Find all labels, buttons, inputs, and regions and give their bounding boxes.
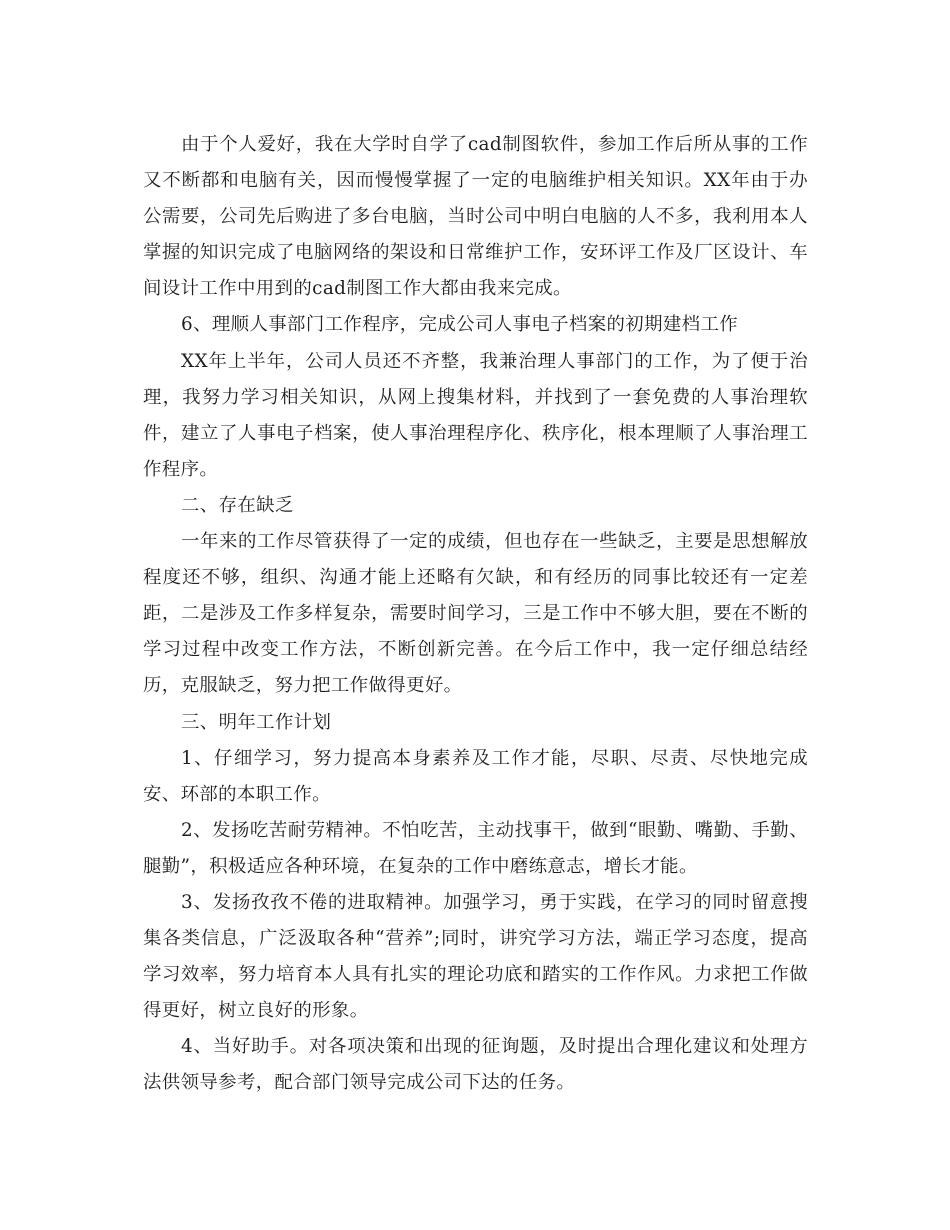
plan-item-2: 2、发扬吃苦耐劳精神。不怕吃苦，主动找事干，做到“眼勤、嘴勤、手勤、腿勤”，积极适应各种环境，在复杂的工作中磨练意志，增长才能。 bbox=[143, 819, 808, 877]
section-heading-next-year-plan: 三、明年工作计划 bbox=[181, 711, 332, 733]
paragraph-personal-skills: 由于个人爱好，我在大学时自学了cad制图软件，参加工作后所从事的工作又不断都和电脑有关，因而慢慢掌握了一定的电脑维护相关知识。XX年由于办公需要，公司先后购进了多台电脑，当时公司中明白电脑的人不多，我利用本人掌握的知识完成了电脑网络的架设和日常维护工作，安环评工作及厂区设计、车间设计工作中用到的cad制图工作大都由我来完成。 bbox=[143, 134, 808, 300]
plan-item-1: 1、仔细学习，努力提高本身素养及工作才能，尽职、尽责、尽快地完成安、环部的本职工作。 bbox=[143, 747, 808, 805]
plan-item-3: 3、发扬孜孜不倦的进取精神。加强学习，勇于实践，在学习的同时留意搜集各类信息，广泛汲取各种“营养”;同时，讲究学习方法，端正学习态度，提高学习效率，努力培育本人具有扎实的理论功底和踏实的工作作风。力求把工作做得更好，树立良好的形象。 bbox=[143, 891, 808, 1022]
paragraph-shortcomings: 一年来的工作尽管获得了一定的成绩，但也存在一些缺乏，主要是思想解放程度还不够，组织、沟通才能上还略有欠缺，和有经历的同事比较还有一定差距，二是涉及工作多样复杂，需要时间学习，三是工作中不够大胆，要在不断的学习过程中改变工作方法，不断创新完善。在今后工作中，我一定仔细总结经历，克服缺乏，努力把工作做得更好。 bbox=[143, 531, 808, 697]
section-heading-shortcomings: 二、存在缺乏 bbox=[181, 494, 294, 516]
paragraph-hr-archive: XX年上半年，公司人员还不齐整，我兼治理人事部门的工作，为了便于治理，我努力学习相关知识，从网上搜集材料，并找到了一套免费的人事治理软件，建立了人事电子档案，使人事治理程序化、秩序化，根本理顺了人事治理工作程序。 bbox=[143, 350, 808, 480]
plan-item-4: 4、当好助手。对各项决策和出现的征询题，及时提出合理化建议和处理方法供领导参考，配合部门领导完成公司下达的任务。 bbox=[143, 1036, 808, 1094]
document-body bbox=[143, 127, 808, 1102]
paragraph-item-6-heading: 6、理顺人事部门工作程序，完成公司人事电子档案的初期建档工作 bbox=[181, 314, 739, 336]
